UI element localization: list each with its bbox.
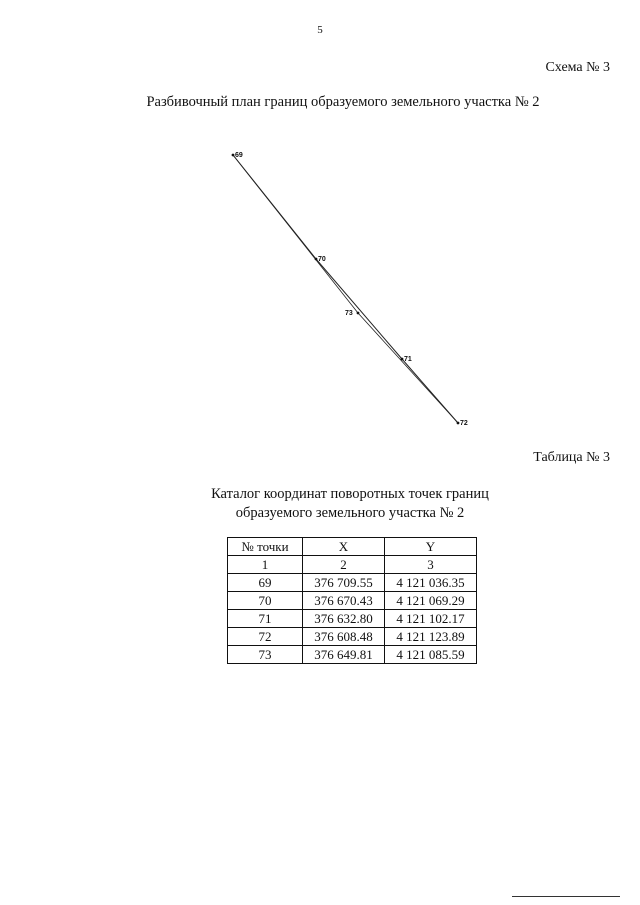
boundary-segment-71-72 [402,359,458,423]
y-coordinate-cell: 4 121 036.35 [385,574,477,592]
point-number-cell: 69 [228,574,303,592]
point-number-cell: 73 [228,646,303,664]
point-number-cell: 70 [228,592,303,610]
scheme-label: Схема № 3 [545,60,610,75]
boundary-segment-72-73 [358,313,458,423]
header-point-number: № точки [228,538,303,556]
table-row [228,592,477,610]
table-label: Таблица № 3 [533,450,610,465]
table-column-numbers-row [228,556,477,574]
x-coordinate-cell: 376 632.80 [303,610,385,628]
column-number-cell: 1 [228,556,303,574]
table-row [228,628,477,646]
point-label-71: 71 [404,356,412,363]
plan-point-markers [232,154,460,425]
catalog-title-line-1: Каталог координат поворотных точек границ [211,486,489,502]
x-coordinate-cell: 376 670.43 [303,592,385,610]
catalog-title-line-2: образуемого земельного участка № 2 [235,505,465,521]
point-label-73: 73 [345,310,353,317]
plan-title: Разбивочный план границ образуемого земельного участка № 2 [146,94,540,110]
point-number-cell: 72 [228,628,303,646]
point-marker-73 [357,312,360,315]
point-marker-70 [315,258,318,261]
boundary-segment-73-69 [233,155,358,313]
x-coordinate-cell: 376 608.48 [303,628,385,646]
point-label-70: 70 [318,256,326,263]
point-marker-69 [232,154,235,157]
catalog-title [0,485,640,523]
point-marker-71 [401,358,404,361]
y-coordinate-cell: 4 121 069.29 [385,592,477,610]
table-row [228,574,477,592]
point-number-cell: 71 [228,610,303,628]
boundary-segment-69-70 [233,155,316,259]
x-coordinate-cell: 376 709.55 [303,574,385,592]
header-y: Y [385,538,477,556]
boundary-segment-70-71 [316,259,402,359]
table-row [228,646,477,664]
y-coordinate-cell: 4 121 123.89 [385,628,477,646]
boundary-lines [233,155,458,423]
table-row [228,610,477,628]
y-coordinate-cell: 4 121 085.59 [385,646,477,664]
point-marker-72 [457,422,460,425]
page-number: 5 [317,24,323,36]
x-coordinate-cell: 376 649.81 [303,646,385,664]
header-x: X [303,538,385,556]
coordinates-table [227,537,477,664]
table-header-row [228,538,477,556]
footer-rule [512,896,620,897]
column-number-cell: 2 [303,556,385,574]
column-number-cell: 3 [385,556,477,574]
y-coordinate-cell: 4 121 102.17 [385,610,477,628]
point-label-69: 69 [235,152,243,159]
point-label-72: 72 [460,420,468,427]
